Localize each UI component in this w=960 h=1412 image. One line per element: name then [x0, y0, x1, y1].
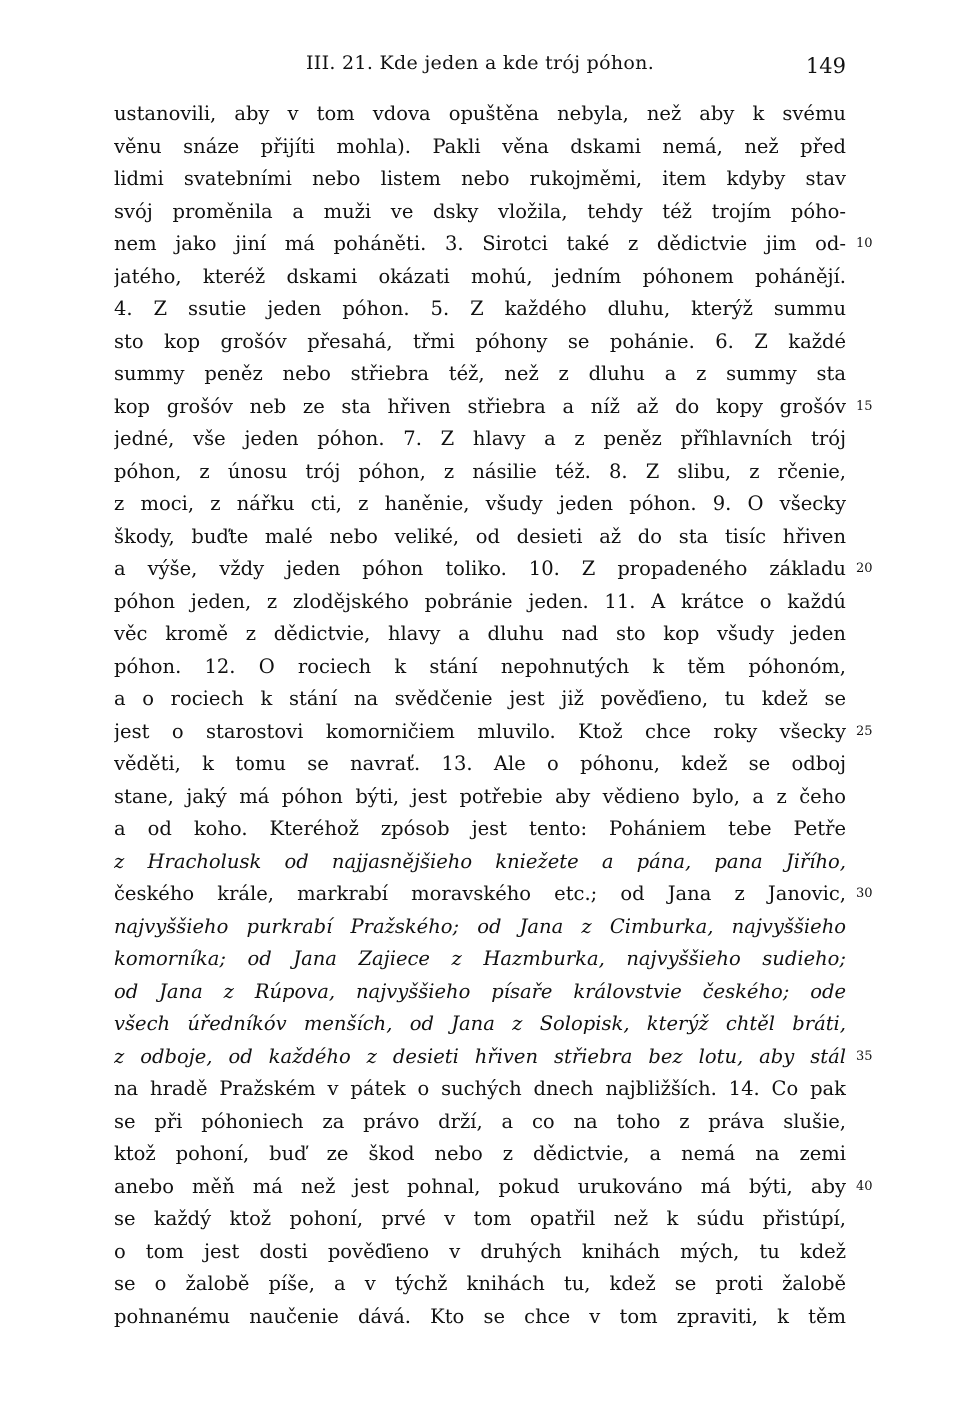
text-line: anebo měň má než jest pohnal, pokud urukováno má býti, aby	[114, 1174, 846, 1198]
text-line: na hradě Pražském v pátek o suchých dnech najbližších. 14. Co pak	[114, 1077, 846, 1100]
text-line: póhon, z únosu trój póhon, z násilie též. 8. Z slibu, z rčenie,	[114, 459, 846, 483]
body-text	[114, 98, 846, 1333]
text-line: póhon jeden, z zlodějského pobránie jeden. 11. A krátce o každú	[114, 589, 846, 613]
text-line: věc kromě z dědictvie, hlavy a dluhu nad sto kop všudy jeden	[114, 622, 846, 645]
line-number: 35	[856, 1048, 873, 1064]
line-number: 25	[856, 723, 873, 739]
text-line: o tom jest dosti pověďieno v druhých knihách mých, tu kdež	[114, 1239, 846, 1263]
text-line: z moci, z nářku cti, z haněnie, všudy jeden póhon. 9. O všecky	[114, 492, 846, 515]
text-line-italic: komorníka; od Jana Zajiece z Hazmburka, najvyššieho sudieho;	[114, 947, 846, 970]
text-line: ktož pohoní, buď ze škod nebo z dědictvie, a nemá na zemi	[114, 1142, 846, 1165]
text-line: věnu snáze přijíti mohla). Pakli věna dskami nemá, než před	[114, 134, 846, 158]
text-line: se každý ktož pohoní, prvé v tom opatřil než k súdu přistúpí,	[114, 1207, 846, 1230]
text-line: svój proměnila a muži ve dsky vložila, tehdy též trojím póho-	[114, 199, 846, 223]
text-line: nem jako jiní má poháněti. 3. Sirotci také z dědictvie jim od-	[114, 232, 846, 255]
text-line: jedné, vše jeden póhon. 7. Z hlavy a z peněz přîhlavních trój	[114, 427, 846, 450]
text-line-italic: z odboje, od každého z desieti hřiven střiebra bez lotu, aby stál	[114, 1044, 846, 1068]
line-number: 15	[856, 398, 873, 414]
text-line: ustanovili, aby v tom vdova opuštěna nebyla, než aby k svému	[114, 102, 846, 125]
text-line-italic: všech úředníkóv menších, od Jana z Solopisk, kterýž chtěl bráti,	[114, 1012, 846, 1035]
text-line: jest o starostovi komorničiem mluvilo. Ktož chce roky všecky	[114, 719, 846, 743]
text-line-italic: najvyššieho purkrabí Pražského; od Jana z Cimburka, najvyššieho	[114, 914, 846, 938]
line-number: 30	[856, 886, 873, 901]
text-line: stane, jaký má póhon býti, jest potřebie aby vědieno bylo, a z čeho	[114, 784, 846, 808]
text-line: a o rociech k stání na svědčenie jest již pověďieno, tu kdež se	[114, 687, 846, 710]
text-line: summy peněz nebo střiebra též, než z dluhu a z summy sta	[114, 362, 846, 385]
text-line: českého krále, markrabí moravského etc.; od Jana z Janovic,	[114, 882, 846, 905]
line-number: 10	[856, 236, 873, 251]
text-line: věděti, k tomu se navrať. 13. Ale o póhonu, kdež se odboj	[114, 752, 846, 775]
chapter-heading: III. 21. Kde jeden a kde trój póhon.	[305, 52, 655, 74]
line-number: 40	[856, 1178, 873, 1194]
text-line: se při póhoniech za právo drží, a co na toho z práva slušie,	[114, 1109, 846, 1133]
text-line: škody, buďte malé nebo veliké, od desieti až do sta tisíc hřiven	[114, 524, 846, 548]
text-line: póhon. 12. O rociech k stání nepohnutých k těm póhonóm,	[114, 654, 846, 678]
text-line: lidmi svatebními nebo listem nebo rukojměmi, item kdyby stav	[114, 167, 846, 190]
text-line: se o žalobě píše, a v týchž knihách tu, kdež se proti žalobě	[114, 1272, 846, 1295]
text-line: jatého, kteréž dskami okázati mohú, jedním póhonem pohánějí.	[114, 264, 846, 288]
text-line: a výše, vždy jeden póhon toliko. 10. Z propadeného základu	[114, 557, 846, 580]
text-line: pohnanému naučenie dává. Kto se chce v tom zpraviti, k těm	[114, 1304, 846, 1328]
text-line: 4. Z ssutie jeden póhon. 5. Z každého dluhu, kterýž summu	[114, 297, 846, 320]
line-number: 20	[856, 561, 873, 576]
page-number: 149	[805, 54, 846, 78]
running-head	[114, 52, 846, 84]
text-line: kop grošóv neb ze sta hřiven střiebra a níž až do kopy grošóv	[114, 394, 846, 418]
text-line-italic: z Hracholusk od najjasnějšieho kniežete a pána, pana Jiřího,	[114, 849, 846, 873]
text-line: sto kop grošóv přesahá, třmi póhony se pohánie. 6. Z každé	[114, 329, 846, 353]
text-line: a od koho. Kteréhož zpósob jest tento: Pohániem tebe Petře	[114, 817, 846, 840]
text-line-italic: od Jana z Rúpova, najvyššieho písaře královstvie českého; ode	[114, 979, 846, 1003]
